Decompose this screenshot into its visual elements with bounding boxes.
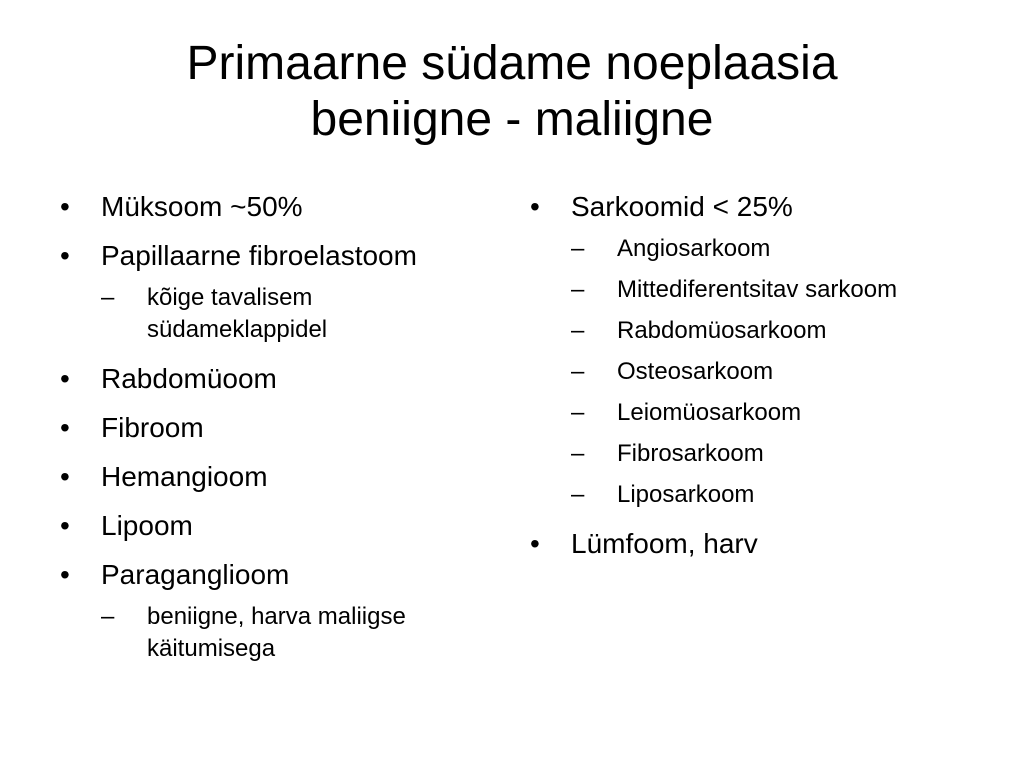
sub-bullet-text: Osteosarkoom [617,358,774,385]
bullet-marker: • [60,461,70,492]
bullet-text: Lümfoom, harv [571,528,758,559]
bullet-text: Papillaarne fibroelastoom [101,240,417,271]
bullet-item [60,190,500,223]
bullet-item [60,239,500,346]
bullet-item [60,362,500,395]
left-column [60,190,500,681]
bullet-marker: • [530,191,540,222]
bullet-marker: • [60,510,70,541]
sub-bullet-text: Liposarkoom [617,481,755,508]
bullet-item [530,527,990,560]
bullet-text: Lipoom [101,510,193,541]
sub-bullet-item [571,315,990,347]
sub-bullet-item [571,356,990,388]
sub-bullet-item [571,397,990,429]
sub-bullet-list [101,601,500,665]
bullet-text: Hemangioom [101,461,268,492]
sub-bullet-list [571,233,990,511]
dash-marker: – [571,235,585,262]
bullet-item [530,190,990,511]
dash-marker: – [101,284,115,311]
sub-bullet-text: beniigne, harva maliigse käitumisega [147,603,406,662]
title-line-2: beniigne - maliigne [310,93,714,146]
dash-marker: – [101,603,115,630]
dash-marker: – [571,440,585,467]
bullet-item [60,411,500,444]
dash-marker: – [571,358,585,385]
bullet-marker: • [60,363,70,394]
bullet-text: Paraganglioom [101,559,290,590]
sub-bullet-item [571,479,990,511]
slide-title [0,36,1024,148]
bullet-marker: • [60,240,70,271]
bullet-text: Sarkoomid < 25% [571,191,793,222]
bullet-marker: • [60,412,70,443]
dash-marker: – [571,276,585,303]
left-bullet-list [60,190,500,665]
sub-bullet-item [101,282,407,346]
right-column [530,190,990,576]
dash-marker: – [571,317,585,344]
sub-bullet-list [101,282,500,346]
bullet-text: Rabdomüoom [101,363,277,394]
bullet-item [60,558,500,665]
sub-bullet-item [571,233,990,265]
bullet-marker: • [60,191,70,222]
bullet-text: Fibroom [101,412,204,443]
sub-bullet-item [571,438,990,470]
right-bullet-list [530,190,990,560]
sub-bullet-item [571,274,990,306]
sub-bullet-item [101,601,477,665]
sub-bullet-text: Mittediferentsitav sarkoom [617,276,898,303]
bullet-marker: • [60,559,70,590]
sub-bullet-text: Angiosarkoom [617,235,771,262]
bullet-item [60,509,500,542]
title-line-1: Primaarne südame noeplaasia [186,37,838,90]
dash-marker: – [571,399,585,426]
bullet-text: Müksoom ~50% [101,191,303,222]
sub-bullet-text: Fibrosarkoom [617,440,764,467]
sub-bullet-text: Leiomüosarkoom [617,399,802,426]
dash-marker: – [571,481,585,508]
bullet-item [60,460,500,493]
sub-bullet-text: Rabdomüosarkoom [617,317,827,344]
sub-bullet-text: kõige tavalisem südameklappidel [147,284,328,343]
bullet-marker: • [530,528,540,559]
